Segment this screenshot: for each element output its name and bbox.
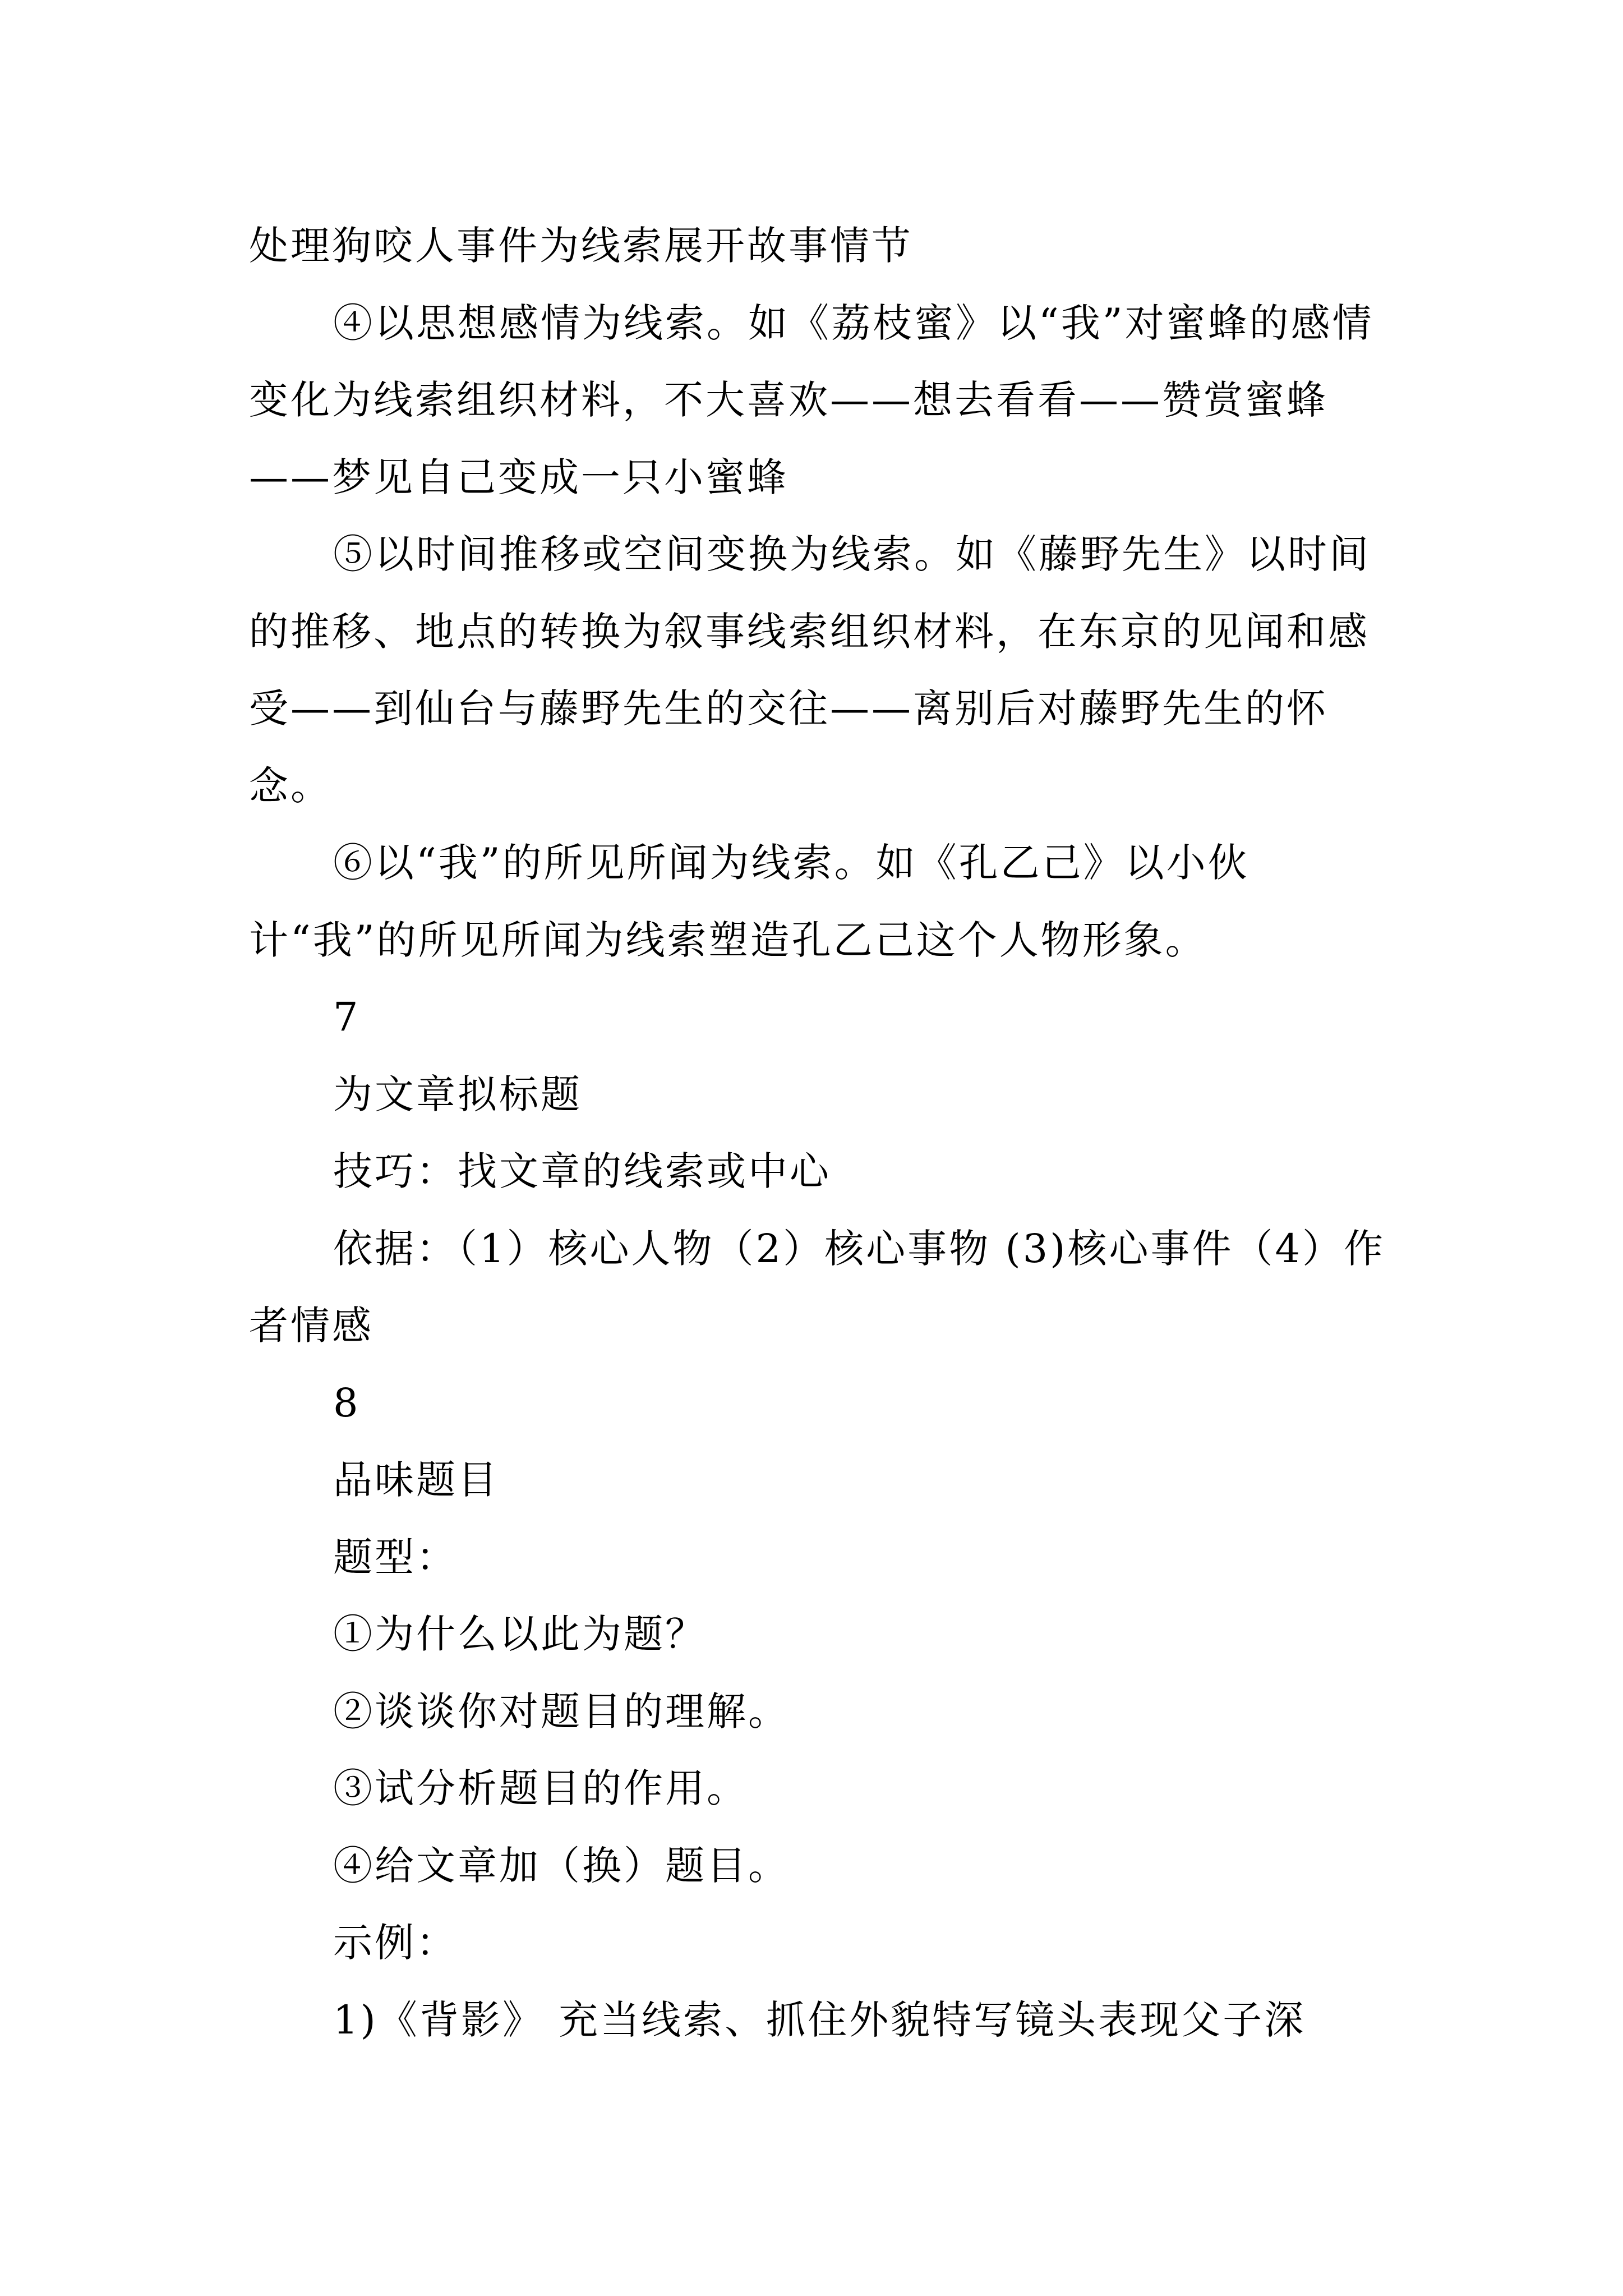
paragraph: ⑥以“我”的所见所闻为线索。如《孔乙己》以小伙计“我”的所见所闻为线索塑造孔乙己这个人物形象。 — [249, 840, 1249, 963]
list-item: ④给文章加（换）题目。 — [333, 1842, 790, 1889]
paragraph: ④以思想感情为线索。如《荔枝蜜》以“我”对蜜蜂的感情变化为线索组织材料，不大喜欢——想去看看——赞赏蜜蜂——梦见自己变成一只小蜜蜂 — [249, 300, 1374, 500]
section-number: 8 — [333, 1379, 361, 1426]
paragraph: 示例： — [333, 1920, 458, 1966]
paragraph: 技巧：找文章的线索或中心 — [333, 1148, 831, 1194]
section-heading: 品味题目 — [333, 1457, 499, 1503]
section-heading: 为文章拟标题 — [333, 1071, 582, 1117]
paragraph: ⑤以时间推移或空间变换为线索。如《藤野先生》以时间的推移、地点的转换为叙事线索组织材料，在东京的见闻和感受——到仙台与藤野先生的交往——离别后对藤野先生的怀念。 — [249, 531, 1371, 809]
list-item: ③试分析题目的作用。 — [333, 1765, 748, 1811]
paragraph: 依据：（1）核心人物（2）核心事物 (3)核心事件（4）作者情感 — [249, 1225, 1386, 1349]
list-item: ②谈谈你对题目的理解。 — [333, 1688, 790, 1734]
section-number: 7 — [333, 994, 361, 1040]
body-text — [249, 208, 1391, 2059]
paragraph: 题型： — [333, 1534, 458, 1580]
paragraph: 1)《背影》 充当线索、抓住外貌特写镜头表现父子深 — [333, 1996, 1306, 2043]
paragraph: 处理狗咬人事件为线索展开故事情节 — [249, 223, 913, 269]
list-item: ①为什么以此为题？ — [333, 1611, 707, 1657]
